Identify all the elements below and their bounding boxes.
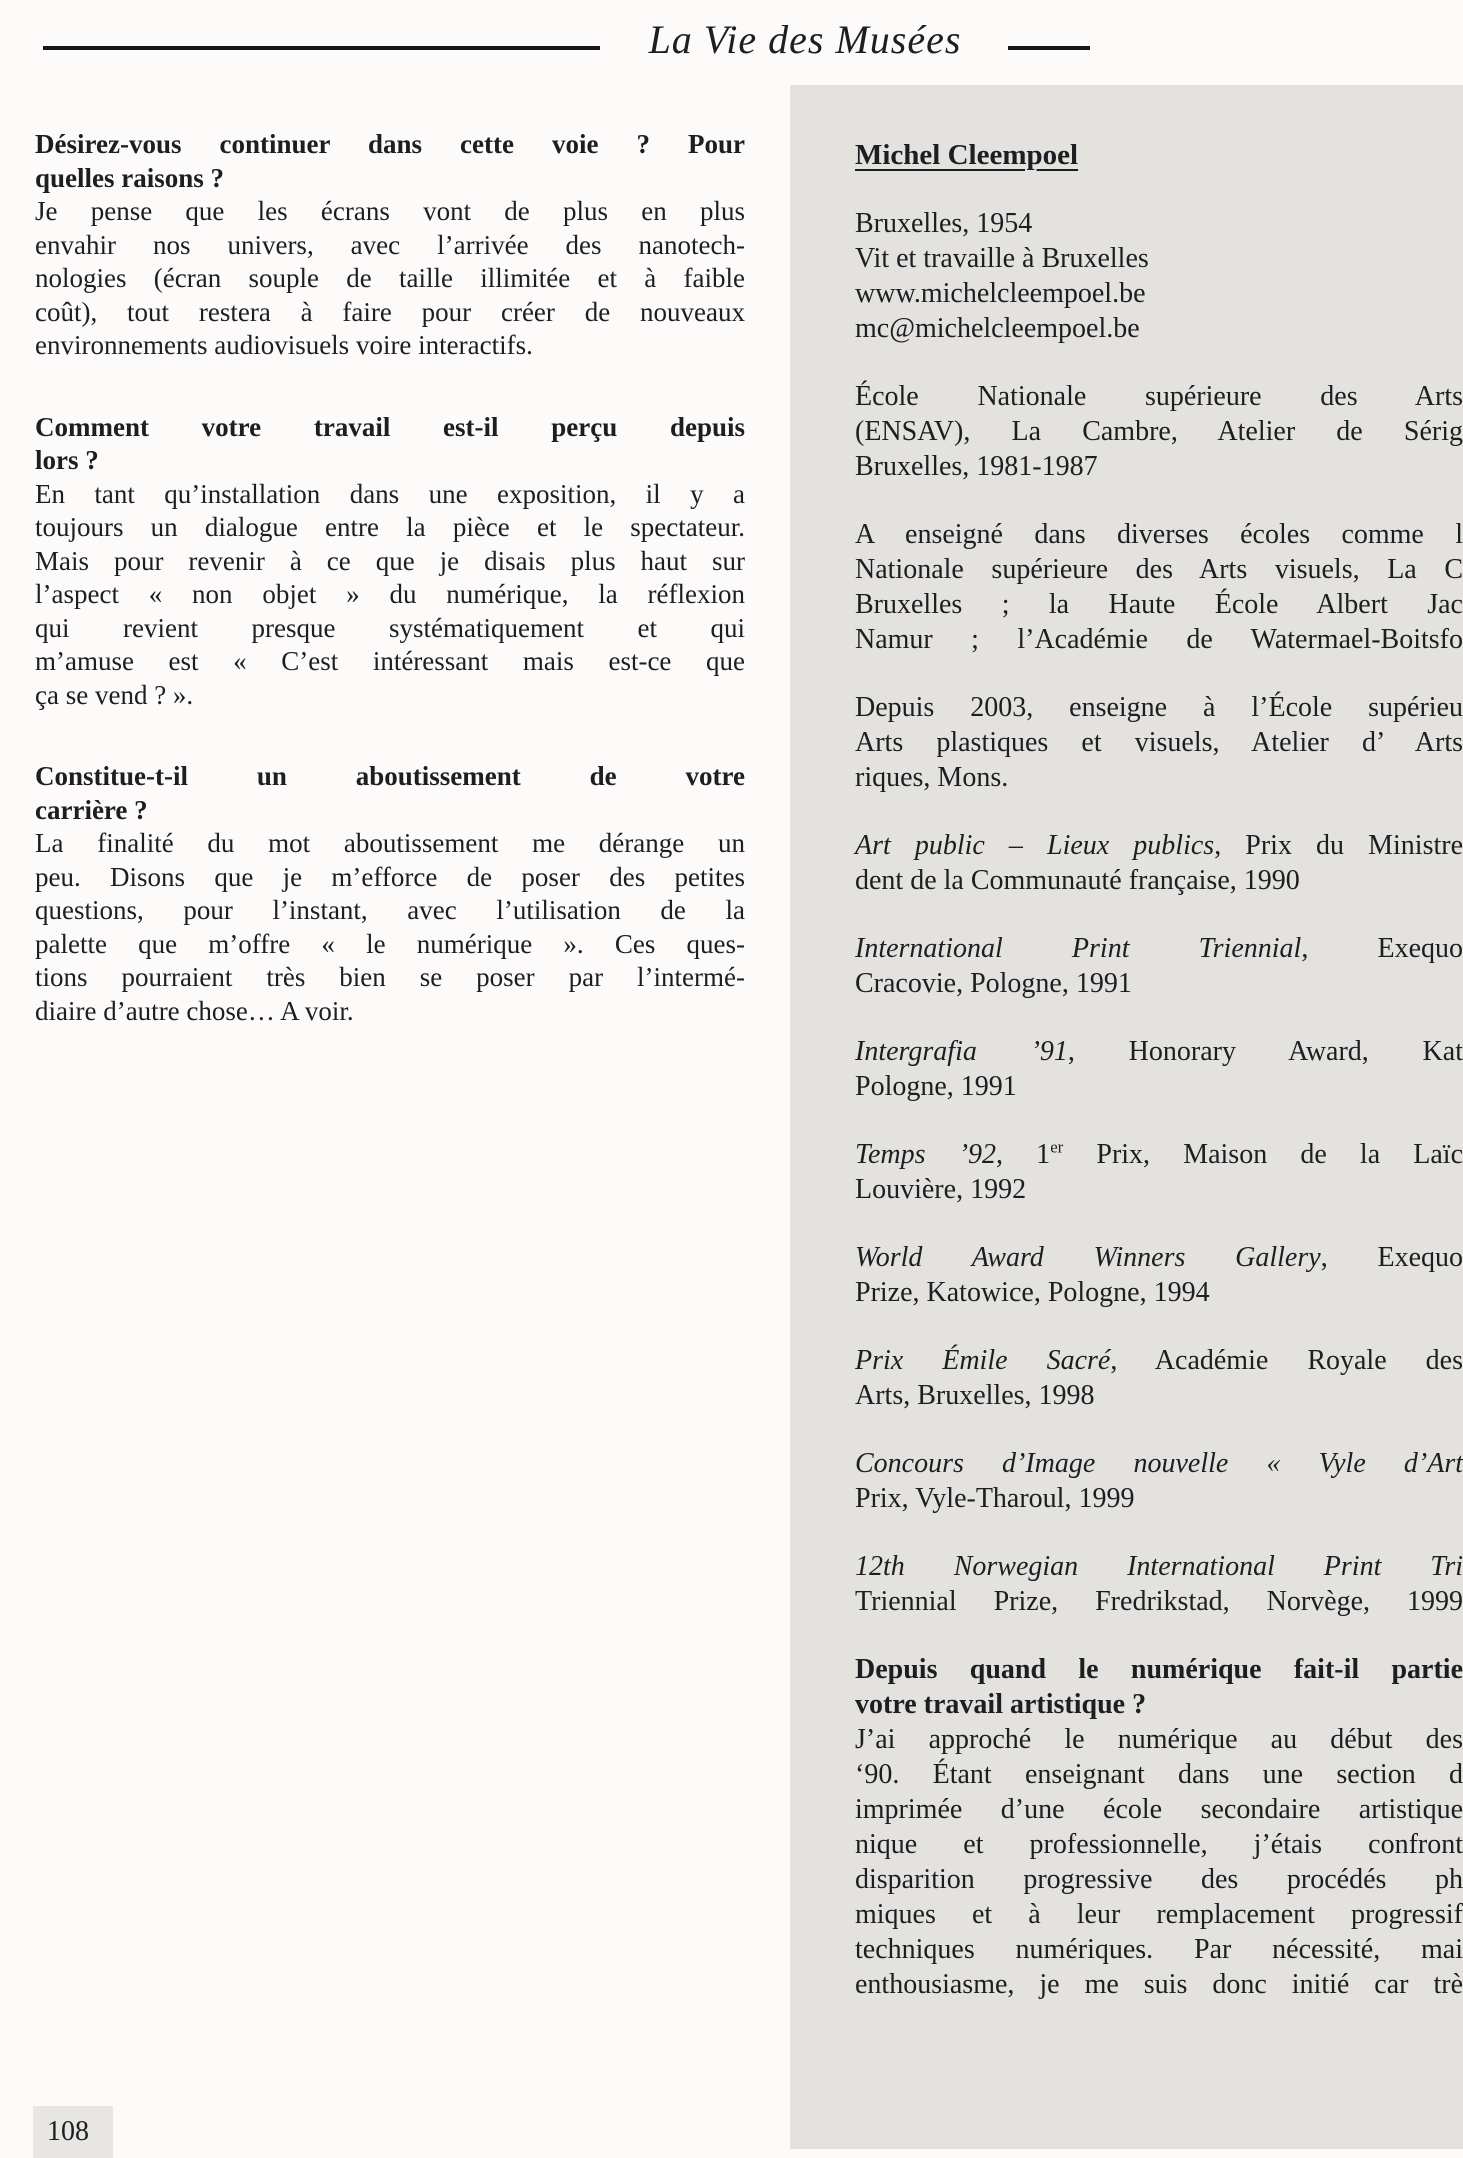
entry-block <box>855 1240 1463 1310</box>
text-line <box>855 1172 1463 1207</box>
text-line <box>855 690 1463 725</box>
text-segment: Désirez-vous continuer dans cette voie ? Pour <box>35 129 745 159</box>
para-block <box>855 206 1463 346</box>
text-segment: Constitue-t-il un aboutissement de votre <box>35 761 745 791</box>
text-segment: Bruxelles, 1954 <box>855 208 1033 239</box>
text-line <box>855 1687 1463 1722</box>
text-line <box>855 828 1463 863</box>
text-line <box>35 411 745 445</box>
text-line <box>35 128 745 162</box>
text-line <box>855 863 1463 898</box>
text-line <box>35 679 745 713</box>
text-line <box>855 1827 1463 1862</box>
text-segment: Concours d’Image nouvelle « Vyle d’Art <box>855 1448 1463 1479</box>
header-rule-left <box>43 46 600 50</box>
text-line <box>35 861 745 895</box>
text-segment: techniques numériques. Par nécessité, mai <box>855 1934 1463 1965</box>
text-segment: Prize, Katowice, Pologne, 1994 <box>855 1277 1210 1308</box>
text-segment: nique et professionnelle, j’étais confront <box>855 1829 1463 1860</box>
text-segment: Arts plastiques et visuels, Atelier d’ Arts <box>855 727 1463 758</box>
text-segment: votre travail artistique ? <box>855 1689 1147 1720</box>
text-line <box>35 545 745 579</box>
text-segment: International Print Triennial <box>855 933 1302 964</box>
text-segment: questions, pour l’instant, avec l’utilisation de la <box>35 895 745 925</box>
text-line <box>855 725 1463 760</box>
text-segment: m’amuse est « C’est intéressant mais est-ce que <box>35 646 745 676</box>
text-line <box>35 478 745 512</box>
text-segment: , Honorary Award, Kat <box>1067 1036 1463 1067</box>
text-segment: environnements audiovisuels voire interactifs. <box>35 330 533 360</box>
page-title: La Vie des Musées <box>648 17 962 62</box>
para-block <box>855 1722 1463 2002</box>
text-line <box>855 138 1463 173</box>
text-segment: Je pense que les écrans vont de plus en plus <box>35 196 745 226</box>
text-line <box>35 760 745 794</box>
text-line <box>855 1549 1463 1584</box>
text-line <box>855 1275 1463 1310</box>
text-segment: qui revient presque systématiquement et qui <box>35 612 745 643</box>
text-line <box>855 206 1463 241</box>
text-segment: Depuis quand le numérique fait-il partie <box>855 1654 1463 1685</box>
text-segment: envahir nos univers, avec l’arrivée des nanotech- <box>35 229 745 260</box>
text-line <box>855 1722 1463 1757</box>
text-line <box>855 1069 1463 1104</box>
superscript-text: er <box>1050 1137 1064 1157</box>
text-segment: Prix, Vyle-Tharoul, 1999 <box>855 1483 1135 1514</box>
header-rule-right <box>1008 46 1090 50</box>
text-line <box>855 966 1463 1001</box>
text-segment: ça se vend ? ». <box>35 679 194 710</box>
text-segment: palette que m’offre « le numérique ». Ces ques- <box>35 928 745 959</box>
text-line <box>35 612 745 646</box>
text-segment: miques et à leur remplacement progressif <box>855 1899 1463 1930</box>
text-segment: riques, Mons. <box>855 762 1009 793</box>
text-line <box>855 449 1463 484</box>
text-line <box>855 1378 1463 1413</box>
text-segment: dent de la Communauté française, 1990 <box>855 865 1300 896</box>
text-segment: Nationale supérieure des Arts visuels, La C <box>855 554 1463 585</box>
text-segment: Depuis 2003, enseigne à l’École supérieu <box>855 692 1463 723</box>
text-segment: diaire d’autre chose… A voir. <box>35 995 354 1026</box>
text-segment: La finalité du mot aboutissement me dérange un <box>35 828 745 858</box>
text-segment: disparition progressive des procédés ph <box>855 1864 1463 1895</box>
text-segment: lors ? <box>35 445 99 475</box>
text-segment: toujours un dialogue entre la pièce et le spectateur. <box>35 512 745 542</box>
text-line <box>35 162 745 196</box>
text-segment: Mais pour revenir à ce que je disais plus haut sur <box>35 545 745 576</box>
text-segment: Michel Cleempoel <box>855 139 1079 171</box>
text-segment: Temps ’92 <box>855 1139 997 1170</box>
text-line <box>855 414 1463 449</box>
text-line <box>35 961 745 995</box>
text-segment: ‘90. Étant enseignant dans une section d <box>855 1759 1463 1790</box>
text-segment: quelles raisons ? <box>35 162 225 193</box>
para-block <box>35 478 745 713</box>
text-segment: Pologne, 1991 <box>855 1071 1017 1102</box>
text-line <box>35 928 745 962</box>
text-segment: , Académie Royale des <box>1110 1345 1463 1376</box>
text-segment: (ENSAV), La Cambre, Atelier de Sérig <box>855 416 1463 447</box>
text-line <box>35 444 745 478</box>
text-segment: J’ai approché le numérique au début des <box>855 1724 1463 1755</box>
text-segment: Arts, Bruxelles, 1998 <box>855 1380 1095 1411</box>
text-line <box>855 760 1463 795</box>
text-line <box>855 1792 1463 1827</box>
text-segment: mc@michelcleempoel.be <box>855 313 1140 344</box>
text-line <box>35 296 745 330</box>
text-line <box>855 1343 1463 1378</box>
text-segment: 12th Norwegian International Print Tri <box>855 1551 1463 1582</box>
text-line <box>855 1897 1463 1932</box>
para-block <box>35 195 745 363</box>
text-line <box>855 1240 1463 1275</box>
text-segment: , Exequo <box>1301 933 1463 964</box>
text-line <box>855 1137 1463 1172</box>
text-segment: Prix Émile Sacré <box>855 1345 1111 1376</box>
text-line <box>855 1932 1463 1967</box>
text-segment: l’aspect « non objet » du numérique, la réflexion <box>35 579 745 609</box>
text-line <box>855 1757 1463 1792</box>
entry-block <box>855 931 1463 1001</box>
text-line <box>35 262 745 296</box>
entry-block <box>855 1137 1463 1207</box>
text-line <box>855 1584 1463 1619</box>
text-line <box>855 379 1463 414</box>
text-line <box>35 511 745 545</box>
text-line <box>35 329 745 363</box>
text-line <box>855 517 1463 552</box>
heading-block <box>855 1652 1463 1722</box>
para-block <box>855 379 1463 484</box>
text-segment: Bruxelles ; la Haute École Albert Jac <box>855 589 1463 620</box>
page-number: 108 <box>47 2116 89 2147</box>
heading-block <box>35 760 745 827</box>
text-segment: Prix, Maison de la Laïc <box>1063 1139 1463 1170</box>
text-segment: Triennial Prize, Fredrikstad, Norvège, 1999 <box>855 1586 1463 1617</box>
name-block <box>855 138 1463 173</box>
text-segment: , 1 <box>996 1139 1051 1170</box>
entry-block <box>855 828 1463 898</box>
entry-block <box>855 1343 1463 1413</box>
text-segment: Comment votre travail est-il perçu depuis <box>35 411 745 442</box>
text-line <box>855 1034 1463 1069</box>
heading-block <box>35 128 745 195</box>
text-segment: Louvière, 1992 <box>855 1174 1027 1205</box>
text-segment: nologies (écran souple de taille illimitée et à faible <box>35 263 745 293</box>
text-line <box>35 794 745 828</box>
text-line <box>855 1967 1463 2002</box>
text-line <box>35 195 745 229</box>
text-segment: coût), tout restera à faire pour créer de nouveaux <box>35 296 745 327</box>
text-line <box>855 1446 1463 1481</box>
text-line <box>35 645 745 679</box>
text-segment: Vit et travaille à Bruxelles <box>855 243 1149 274</box>
text-line <box>855 276 1463 311</box>
entry-block <box>855 1446 1463 1516</box>
text-line <box>35 995 745 1029</box>
entry-block <box>855 1549 1463 1619</box>
text-segment: World Award Winners Gallery <box>855 1242 1321 1273</box>
text-segment: École Nationale supérieure des Arts <box>855 381 1463 412</box>
text-segment: , Prix du Ministre <box>1214 830 1463 861</box>
text-line <box>855 1862 1463 1897</box>
text-segment: carrière ? <box>35 794 148 825</box>
text-line <box>855 1481 1463 1516</box>
text-segment: Bruxelles, 1981-1987 <box>855 451 1098 482</box>
text-segment: Intergrafia ’91 <box>855 1036 1068 1067</box>
text-line <box>855 552 1463 587</box>
text-segment: A enseigné dans diverses écoles comme l <box>855 519 1463 550</box>
text-line <box>35 229 745 263</box>
text-segment: tions pourraient très bien se poser par l’intermé- <box>35 962 745 992</box>
text-segment: Art public – Lieux publics <box>855 830 1215 861</box>
text-segment: imprimée d’une école secondaire artistique <box>855 1794 1463 1825</box>
para-block <box>35 827 745 1028</box>
interview-column <box>35 128 745 1028</box>
text-line <box>855 587 1463 622</box>
text-line <box>35 578 745 612</box>
text-line <box>855 1652 1463 1687</box>
text-segment: www.michelcleempoel.be <box>855 278 1146 309</box>
para-block <box>855 517 1463 657</box>
text-line <box>855 622 1463 657</box>
text-line <box>35 827 745 861</box>
text-segment: peu. Disons que je m’efforce de poser des petites <box>35 861 745 892</box>
heading-block <box>35 411 745 478</box>
text-line <box>855 931 1463 966</box>
text-segment: , Exequo <box>1320 1242 1463 1273</box>
page-number-box <box>33 2106 113 2158</box>
text-segment: enthousiasme, je me suis donc initié car trè <box>855 1969 1463 2000</box>
text-segment: En tant qu’installation dans une exposition, il y a <box>35 478 745 509</box>
entry-block <box>855 1034 1463 1104</box>
text-segment: Namur ; l’Académie de Watermael-Boitsfo <box>855 624 1463 655</box>
text-line <box>35 894 745 928</box>
text-segment: Cracovie, Pologne, 1991 <box>855 968 1132 999</box>
biography-column <box>855 138 1463 2035</box>
text-line <box>855 241 1463 276</box>
para-block <box>855 690 1463 795</box>
text-line <box>855 311 1463 346</box>
